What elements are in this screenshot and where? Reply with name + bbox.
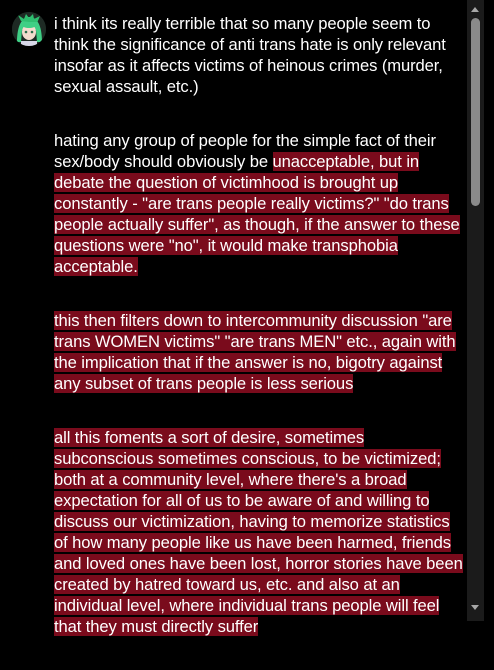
highlighted-text: this then filters down to intercommunity discussion "are trans WOMEN victims" "are trans MEN" etc., again with the implication that if the answer is no, bigotry against any subset of trans people is less serious [54, 311, 456, 393]
post-body [54, 13, 464, 670]
highlighted-text: unacceptable, but in debate the question of victimhood is brought up constantly - "are trans people really victims?" "do trans people actually suffer", as though, if the answer to these questions were "no", it would make transphobia acceptable. [54, 152, 460, 276]
post-paragraph-3 [54, 310, 464, 394]
scroll-up-arrow-icon[interactable] [471, 7, 479, 12]
paragraph-2-plain-text: hating any group of people for the simple fact of their sex/body should obviously be [54, 131, 436, 171]
post-paragraph-1: i think its really terrible that so many people seem to think the significance of anti trans hate is only relevant insofar as it affects victims of heinous crimes (murder, sexual assault, etc.) [54, 14, 446, 96]
post-paragraph-4 [54, 427, 464, 637]
scrollbar-thumb[interactable] [471, 18, 480, 206]
vertical-scrollbar[interactable] [467, 0, 484, 621]
highlighted-text: all this foments a sort of desire, sometimes subconscious sometimes conscious, to be victimized; both at a community level, where there's a broad expectation for all of us to be aware of and willing to discuss our victimization, having to memorize statistics of how many people like us have been harmed, friends and loved ones have been lost, horror stories have been created by hatred toward us, etc. and also at an individual level, where individual trans people will feel that they must directly suffer [54, 428, 463, 636]
post-paragraph-2 [54, 130, 464, 277]
green-haired-avatar-icon [12, 12, 46, 46]
scroll-down-arrow-icon[interactable] [471, 605, 479, 610]
avatar[interactable] [12, 12, 46, 46]
